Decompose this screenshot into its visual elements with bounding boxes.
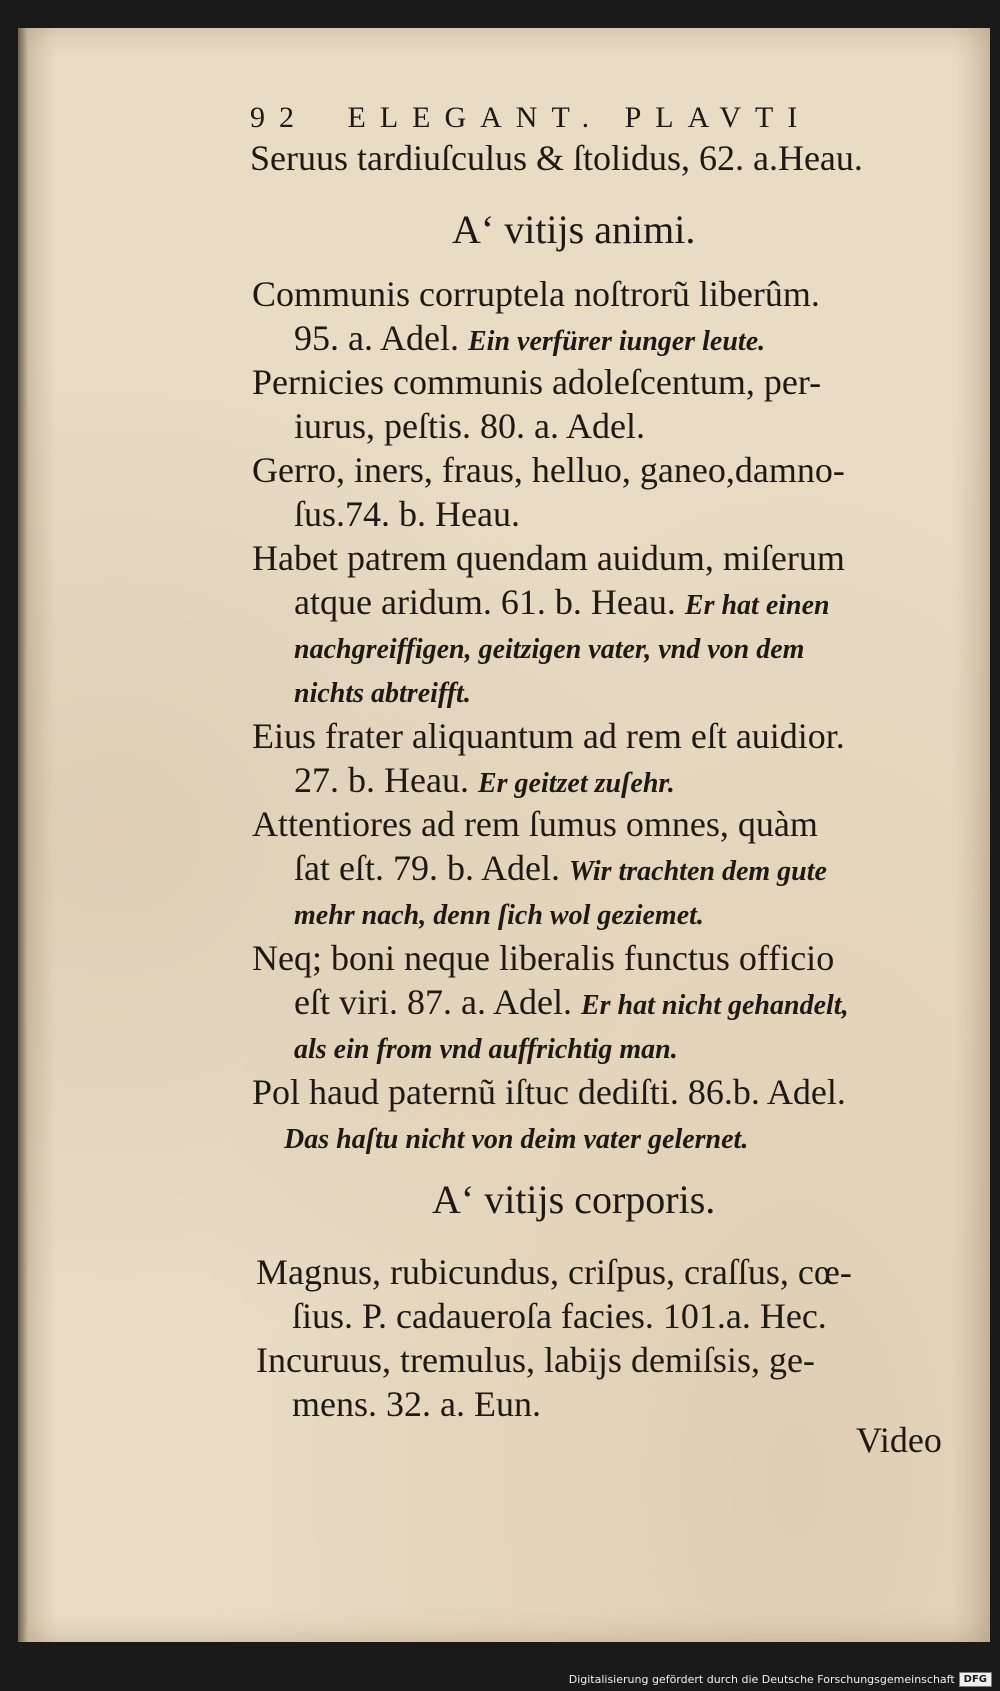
- text-line: [284, 1114, 748, 1162]
- german-gloss: Das haſtu nicht von deim vater gelernet.: [284, 1124, 749, 1155]
- text-line: 95. a. Adel. Ein verfürer iunger leute.: [294, 318, 766, 358]
- text-line: ſus.74. b. Heau.: [294, 494, 520, 534]
- text-line: eſt viri. 87. a. Adel. Er hat nicht gehandelt,: [294, 982, 849, 1022]
- text-line: Habet patrem quendam auidum, miſerum: [252, 538, 845, 578]
- text-line: [294, 1024, 678, 1072]
- text-line: iurus, peſtis. 80. a. Adel.: [294, 406, 645, 446]
- text-line: Communis corruptela noſtrorũ liberûm.: [252, 274, 820, 314]
- text-line: ſat eſt. 79. b. Adel. Wir trachten dem gute: [294, 848, 827, 888]
- text-line: Eius frater aliquantum ad rem eſt auidior.: [252, 716, 845, 756]
- text-line: 27. b. Heau. Er geitzet zuſehr.: [294, 760, 675, 800]
- text-line: ſius. P. cadaueroſa facies. 101.a. Hec.: [292, 1296, 827, 1336]
- text-line: mens. 32. a. Eun.: [292, 1384, 541, 1424]
- german-gloss: Er hat einen: [684, 590, 830, 621]
- german-gloss: Wir trachten dem gute: [568, 856, 827, 887]
- digitization-credit: [569, 1672, 992, 1687]
- section-heading: A‘ vitijs corporis.: [432, 1177, 716, 1222]
- text-line: Incuruus, tremulus, labijs demiſsis, ge-: [256, 1340, 815, 1380]
- section-heading: A‘ vitijs animi.: [452, 207, 696, 252]
- page-edge: [18, 28, 28, 1642]
- german-gloss: nachgreiffigen, geitzigen vater, vnd von dem: [294, 634, 805, 665]
- text-line: Pernicies communis adoleſcentum, per-: [252, 362, 822, 402]
- text-line: Seruus tardiuſculus & ſtolidus, 62. a.Heau.: [250, 138, 863, 178]
- german-gloss: nichts abtreifft.: [294, 678, 471, 709]
- german-gloss: Er hat nicht gehandelt,: [580, 990, 849, 1021]
- catchword: Video: [856, 1420, 942, 1460]
- german-gloss: als ein from vnd auffrichtig man.: [294, 1034, 678, 1065]
- page-header: [250, 96, 811, 140]
- text-line: [294, 668, 471, 716]
- text-line: Attentiores ad rem ſumus omnes, quàm: [252, 804, 818, 844]
- text-line: Magnus, rubicundus, criſpus, craſſus, cœ-: [256, 1252, 852, 1292]
- text-line: [294, 624, 804, 672]
- page-number: 92: [250, 101, 308, 134]
- text-line: Pol haud paternũ iſtuc dediſti. 86.b. Adel.: [252, 1072, 846, 1112]
- running-title: ELEGANT. PLAVTI: [347, 101, 812, 134]
- text-line: atque aridum. 61. b. Heau. Er hat einen: [294, 582, 830, 622]
- text-line: [294, 890, 704, 938]
- text-line: Neq; boni neque liberalis functus officio: [252, 938, 835, 978]
- credit-text: Digitalisierung gefördert durch die Deutsche Forschungsgemeinschaft: [568, 1673, 955, 1686]
- dfg-logo: DFG: [959, 1672, 992, 1687]
- german-gloss: Ein verfürer iunger leute.: [467, 326, 766, 357]
- text-line: Gerro, iners, fraus, helluo, ganeo,damno-: [252, 450, 845, 490]
- german-gloss: Er geitzet zuſehr.: [477, 768, 675, 799]
- german-gloss: mehr nach, denn ſich wol geziemet.: [294, 900, 704, 931]
